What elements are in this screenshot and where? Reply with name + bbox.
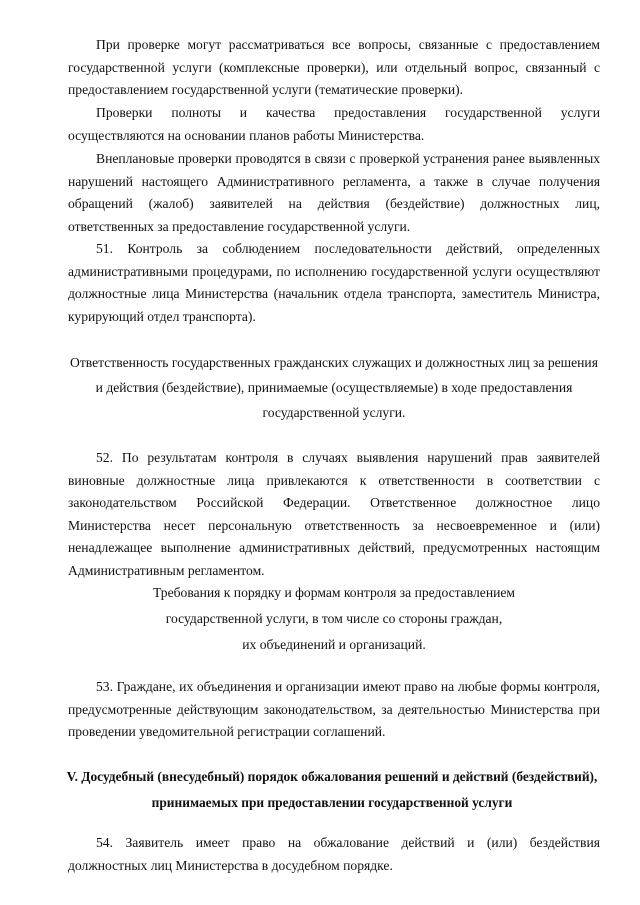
paragraph-item-53: 53. Граждане, их объединения и организации имеют право на любые формы контроля, предусмотренные действующим законодательством, за деятельностью Министерства при проведении уведомительной регистрации соглашений. [68, 679, 600, 739]
paragraph-item-51: 51. Контроль за соблюдением последовательности действий, определенных административными процедурами, по исполнению государственной услуги осуществляют должностные лица Министерства (начальник отдела транспорта, заместитель Министра, курирующий отдел транспорта). [68, 241, 600, 324]
paragraph-inspection-scope: При проверке могут рассматриваться все вопросы, связанные с предоставлением государственной услуги (комплексные проверки), или отдельный вопрос, связанный с предоставлением государственной услуги (тематические проверки). [68, 37, 600, 97]
section-heading-responsibility: Ответственность государственных гражданских служащих и должностных лиц за решения и действия (бездействие), принимаемые (осуществляемые) в ходе предоставления государственной услуги. [70, 355, 598, 420]
paragraph-unscheduled-inspections: Внеплановые проверки проводятся в связи с проверкой устранения ранее выявленных нарушений настоящего Административного регламента, а также в случае получения обращений (жалоб) заявителей на действия (бездействие) должностных лиц, ответственных за предоставление государственной услуги. [68, 151, 600, 234]
heading-line: Требования к порядку и формам контроля за предоставлением [153, 585, 515, 600]
paragraph-inspection-plans: Проверки полноты и качества предоставления государственной услуги осуществляются на основании планов работы Министерства. [68, 105, 600, 143]
chapter-heading-pretrial-appeal [52, 764, 612, 816]
paragraph-item-54: 54. Заявитель имеет право на обжалование действий и (или) бездействия должностных лиц Министерства в досудебном порядке. [68, 835, 600, 873]
heading-line: принимаемых при предоставлении государственной услуги [151, 795, 513, 810]
section-heading-control-requirements [68, 580, 600, 658]
heading-line: государственной услуги, в том числе со стороны граждан, [165, 611, 503, 626]
heading-line: V. Досудебный (внесудебный) порядок обжалования решений и действий (бездействий), [66, 769, 598, 784]
paragraph-item-52: 52. По результатам контроля в случаях выявления нарушений прав заявителей виновные должностные лица привлекаются к ответственности в соответствии с законодательством Российской Федерации. Ответственное должностное лицо Министерства несет персональную ответственность за несвоевременное и (или) ненадлежащее выполнение административных действий, предусмотренных настоящим Административным регламентом. [68, 450, 600, 578]
heading-line: их объединений и организаций. [242, 637, 426, 652]
